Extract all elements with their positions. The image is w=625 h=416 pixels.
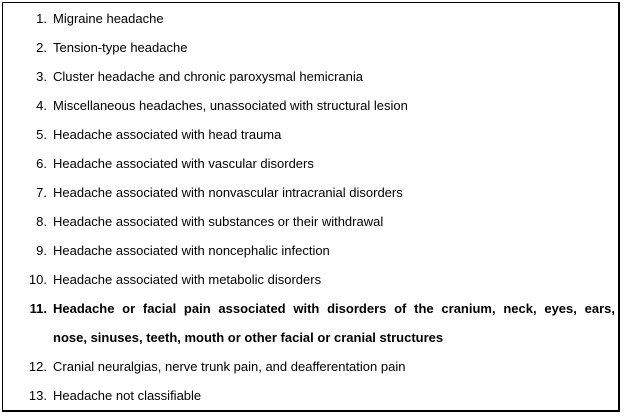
item-text-content: Cranial neuralgias, nerve trunk pain, and deafferentation pain [53, 359, 406, 374]
item-text-line: Headache or facial pain associated with disorders of the cranium, neck, eyes, ears, [53, 301, 615, 316]
item-number: 9. [36, 243, 47, 258]
item-number: 3. [36, 69, 47, 84]
item-number: 5. [36, 127, 47, 142]
item-text [53, 120, 618, 149]
item-text-content: Headache associated with nonvascular intracranial disorders [53, 185, 403, 200]
item-text [53, 91, 618, 120]
item-text-content: Migraine headache [53, 11, 164, 26]
item-text [53, 33, 618, 62]
item-text [53, 149, 618, 178]
item-number: 4. [36, 98, 47, 113]
item-text [53, 207, 618, 236]
list-item [3, 33, 618, 62]
item-text [53, 352, 618, 381]
item-number: 7. [36, 185, 47, 200]
list-item [3, 294, 618, 352]
item-number: 13. [28, 388, 47, 403]
headache-classification-list [3, 3, 618, 410]
item-text-content: Headache associated with metabolic disorders [53, 272, 322, 287]
item-number: 12. [28, 359, 47, 374]
item-text-content: Headache not classifiable [53, 388, 202, 403]
list-item [3, 62, 618, 91]
classification-box [2, 2, 620, 412]
item-text-content: Miscellaneous headaches, unassociated with structural lesion [53, 98, 408, 113]
item-text [53, 62, 618, 91]
item-text-content: Headache associated with head trauma [53, 127, 282, 142]
list-item [3, 236, 618, 265]
item-text-content: Tension-type headache [53, 40, 188, 55]
list-item [3, 4, 618, 33]
list-item [3, 265, 618, 294]
item-text [53, 381, 618, 410]
item-text [53, 4, 618, 33]
list-item [3, 91, 618, 120]
list-item [3, 178, 618, 207]
list-item [3, 352, 618, 381]
item-text [53, 236, 618, 265]
item-text-content: Headache associated with noncephalic infection [53, 243, 330, 258]
list-item [3, 120, 618, 149]
item-text-content: Headache associated with substances or their withdrawal [53, 214, 384, 229]
list-item [3, 207, 618, 236]
item-number: 8. [36, 214, 47, 229]
item-text [53, 265, 618, 294]
item-text-content: Headache associated with vascular disorders [53, 156, 314, 171]
item-text-line: nose, sinuses, teeth, mouth or other facial or cranial structures [53, 330, 444, 345]
item-number: 11. [29, 301, 47, 316]
item-text [53, 294, 618, 352]
item-text [53, 178, 618, 207]
item-text-content: Cluster headache and chronic paroxysmal hemicrania [53, 69, 363, 84]
item-number: 6. [36, 156, 47, 171]
list-item [3, 149, 618, 178]
item-number: 2. [36, 40, 47, 55]
item-number: 1. [36, 11, 47, 26]
item-number: 10. [28, 272, 47, 287]
list-item [3, 381, 618, 410]
